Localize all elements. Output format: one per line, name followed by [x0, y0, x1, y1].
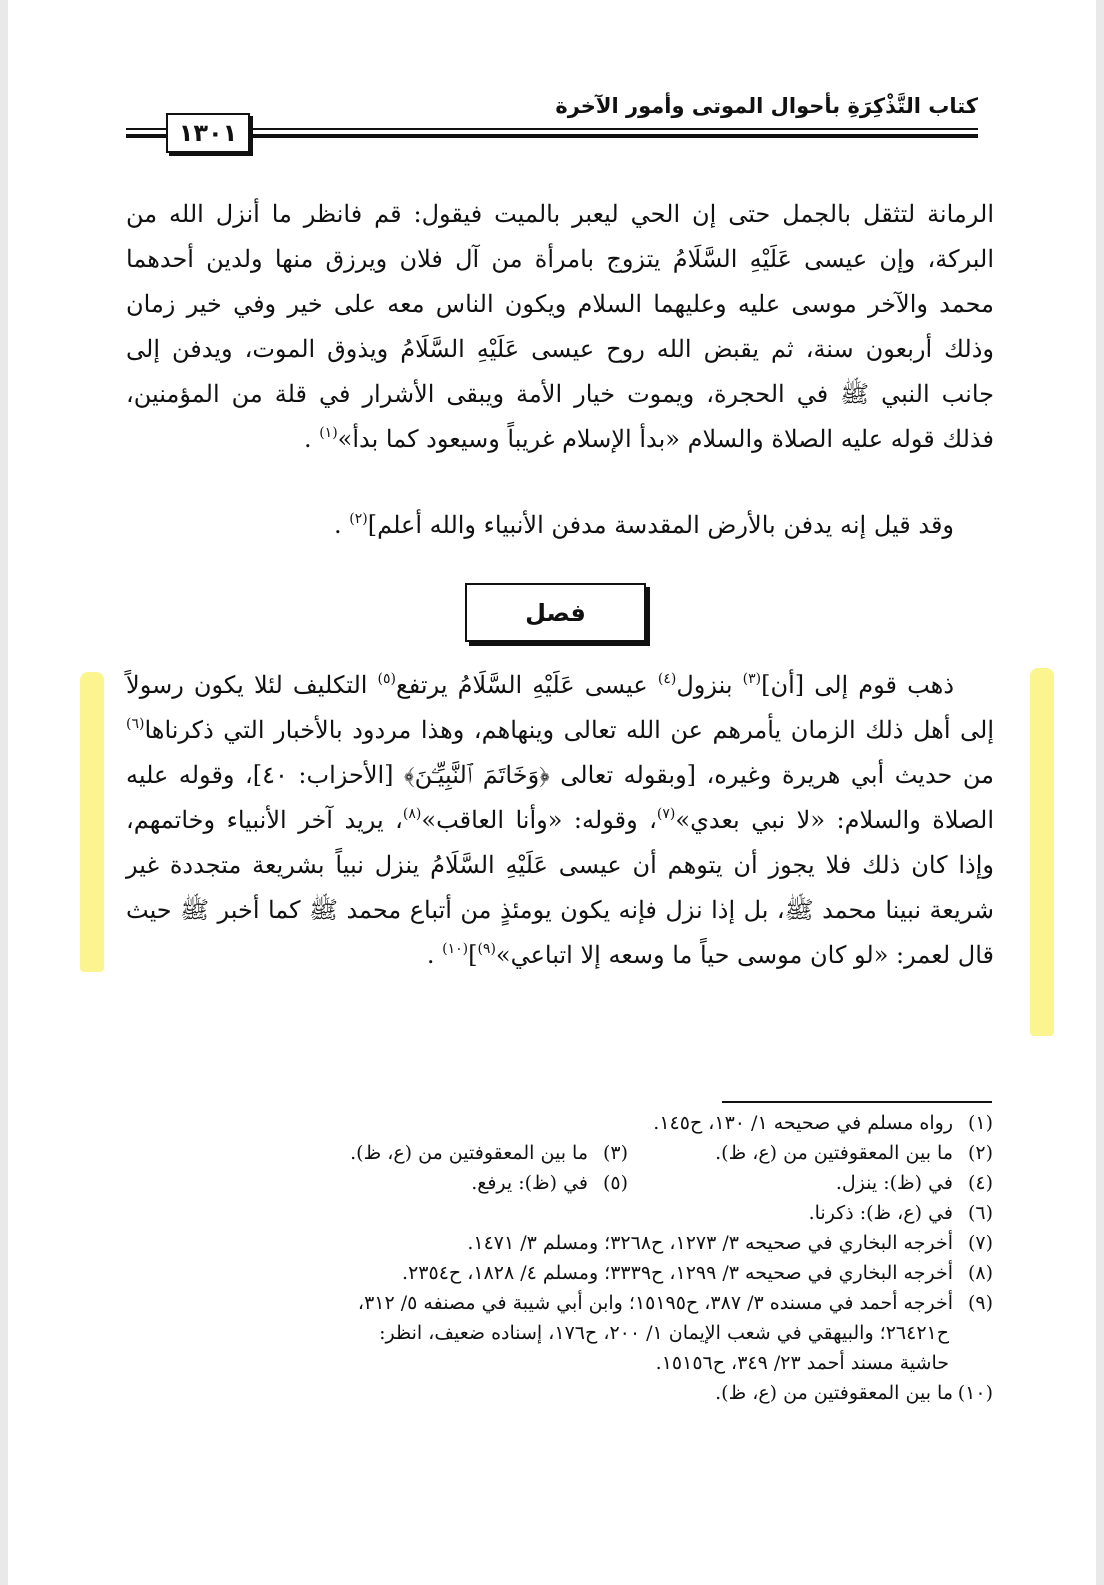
p1-line-3: والآخر موسى عليه وعليهما السلام ويكون الناس معه على خير وفي خير زمان: [126, 290, 928, 318]
footnote-10: [148, 1378, 993, 1408]
p1-line-4: وذلك أربعون سنة، ثم يقبض الله روح عيسى عَلَيْهِ السَّلَامُ ويذوق الموت، ويدفن إلى: [126, 335, 995, 363]
footnote-text: ما بين المعقوفتين من (ع، ظ).: [715, 1142, 953, 1164]
p1-line-5: جانب النبي ﷺ في الحجرة، ويموت خيار الأمة ويبقى الأشرار في قلة من: [231, 380, 995, 408]
footnote-text: ما بين المعقوفتين من (ع، ظ).: [715, 1382, 953, 1404]
footnote-text: في (ع، ظ): ذكرنا.: [808, 1202, 953, 1224]
sp-text-8: ]: [468, 941, 478, 969]
footnote-6: [148, 1198, 993, 1228]
paragraph-2: [126, 503, 994, 548]
sp-text-1: ذهب قوم إلى [أن]: [761, 671, 955, 699]
footnote-text: في (ظ): ينزل.: [835, 1172, 953, 1194]
footnote-ref-4[interactable]: (٤): [657, 671, 677, 687]
footnote-ref-9[interactable]: (٩): [477, 941, 496, 957]
p1-line-6: المؤمنين، فذلك قوله عليه الصلاة والسلام «بدأ الإسلام غريباً وسيعود كما بدأ»: [126, 380, 994, 453]
section-paragraph: [126, 663, 994, 978]
header-rule-thin: [126, 128, 978, 130]
sp-text-9: .: [426, 941, 443, 969]
footnote-ref-1[interactable]: (١): [319, 425, 338, 441]
highlight-mark-left: [80, 672, 104, 972]
footnote-number: (١٠): [957, 1382, 993, 1404]
footnote-2: [628, 1138, 993, 1168]
footnote-7: [148, 1228, 993, 1258]
footnote-row-4-5: [148, 1168, 993, 1198]
footnote-5: [263, 1168, 628, 1198]
footnote-text: أخرجه أحمد في مسنده ٣/ ٣٨٧، ح١٥١٩٥؛ وابن أبي شيبة في مصنفه ٥/ ٣١٢،: [357, 1292, 953, 1314]
footnote-ref-7[interactable]: (٧): [656, 806, 676, 822]
p2-end: .: [334, 511, 350, 539]
footnote-number: (٥): [602, 1172, 628, 1194]
p1-line-2: البركة، وإن عيسى عَلَيْهِ السَّلَامُ يتزوج بامرأة من آل فلان ويرزق منها ولدين أحدهما محمد: [126, 245, 994, 318]
header-rule-thick: [126, 134, 978, 138]
p2-text: وقد قيل إنه يدفن بالأرض المقدسة مدفن الأنبياء والله أعلم]: [367, 511, 954, 539]
footnote-row-2-3: [148, 1138, 993, 1168]
footnote-text: في (ظ): يرفع.: [471, 1172, 588, 1194]
footnote-separator: [722, 1101, 992, 1103]
footnote-number: (٦): [967, 1202, 993, 1224]
footnote-4: [628, 1168, 993, 1198]
sp-text-5: من حديث أبي هريرة وغيره، [وبقوله تعالى ﴿وَخَاتَمَ ٱلنَّبِيِّـۧنَ﴾ [الأحزاب: ٤٠]، وقوله عليه الصلاة والسلام: «لا نبي بعدي»: [126, 761, 994, 834]
sp-text-3: عيسى عَلَيْهِ السَّلَامُ يرتفع: [396, 671, 658, 699]
p1-end: .: [303, 425, 320, 453]
footnote-ref-8[interactable]: (٨): [402, 806, 422, 822]
p1-line-1: الرمانة لتثقل بالجمل حتى إن الحي ليعبر بالميت فيقول: قم فانظر ما أنزل الله من: [126, 200, 994, 228]
highlight-mark-right: [1030, 668, 1054, 1036]
footnote-text: رواه مسلم في صحيحه ١/ ١٣٠، ح١٤٥.: [653, 1112, 953, 1134]
paragraph-1: [126, 192, 994, 462]
footnote-number: (١): [967, 1112, 993, 1134]
footnote-number: (٣): [602, 1142, 628, 1164]
footnote-9-cont-2: حاشية مسند أحمد ٢٣/ ٣٤٩، ح١٥١٥٦.: [655, 1352, 949, 1374]
footnote-text: ما بين المعقوفتين من (ع، ظ).: [350, 1142, 588, 1164]
sp-text-4: التكليف لئلا يكون رسولاً إلى أهل ذلك الزمان يأمرهم عن الله تعالى وينهاهم، وهذا مردود بالأخبار التي ذكرناها: [126, 671, 994, 744]
footnote-1: [148, 1108, 993, 1138]
footnote-9: [148, 1288, 993, 1318]
page-number: ١٣٠١: [166, 113, 250, 153]
footnote-ref-10[interactable]: (١٠): [442, 941, 469, 957]
footnote-ref-2[interactable]: (٢): [349, 511, 368, 527]
section-heading: فصل: [465, 583, 646, 642]
footnote-3: [263, 1138, 628, 1168]
running-header-title: كتاب التَّذْكِرَةِ بأحوال الموتى وأمور الآخرة: [555, 94, 978, 118]
footnote-ref-6[interactable]: (٦): [126, 716, 145, 732]
footnote-ref-3[interactable]: (٣): [742, 671, 762, 687]
footnote-9-cont-1: ح٢٦٤٢١؛ والبيهقي في شعب الإيمان ١/ ٢٠٠، ح١٧٦، إسناده ضعيف، انظر:: [379, 1322, 949, 1344]
footnote-text: أخرجه البخاري في صحيحه ٣/ ١٢٧٣، ح٣٢٦٨؛ ومسلم ٣/ ١٤٧١.: [467, 1232, 953, 1254]
footnote-ref-5[interactable]: (٥): [377, 671, 396, 687]
footnote-number: (٤): [967, 1172, 993, 1194]
footnote-number: (٨): [967, 1262, 993, 1284]
footnote-number: (٧): [967, 1232, 993, 1254]
footnote-8: [148, 1258, 993, 1288]
footnotes: [148, 1108, 993, 1408]
sp-text-7: ، يريد آخر الأنبياء وخاتمهم، وإذا كان ذلك فلا يجوز أن يتوهم أن عيسى عَلَيْهِ السَّلَامُ ينزل نبياً بشريعة متجددة غير شريعة نبينا محمد ﷺ، بل إذا نزل فإنه يكون يومئذٍ من أتباع محمد ﷺ كما أخبر ﷺ حيث قال لعمر: «لو كان موسى حياً ما وسعه إلا اتباعي»: [126, 806, 994, 969]
book-page: [8, 0, 1096, 1585]
sp-text-2: بنزول: [676, 671, 743, 699]
sp-text-6: ، وقوله: «وأنا العاقب»: [421, 806, 657, 834]
footnote-text: أخرجه البخاري في صحيحه ٣/ ١٢٩٩، ح٣٣٣٩؛ ومسلم ٤/ ١٨٢٨، ح٢٣٥٤.: [402, 1262, 953, 1284]
footnote-number: (٢): [967, 1142, 993, 1164]
footnote-number: (٩): [967, 1292, 993, 1314]
